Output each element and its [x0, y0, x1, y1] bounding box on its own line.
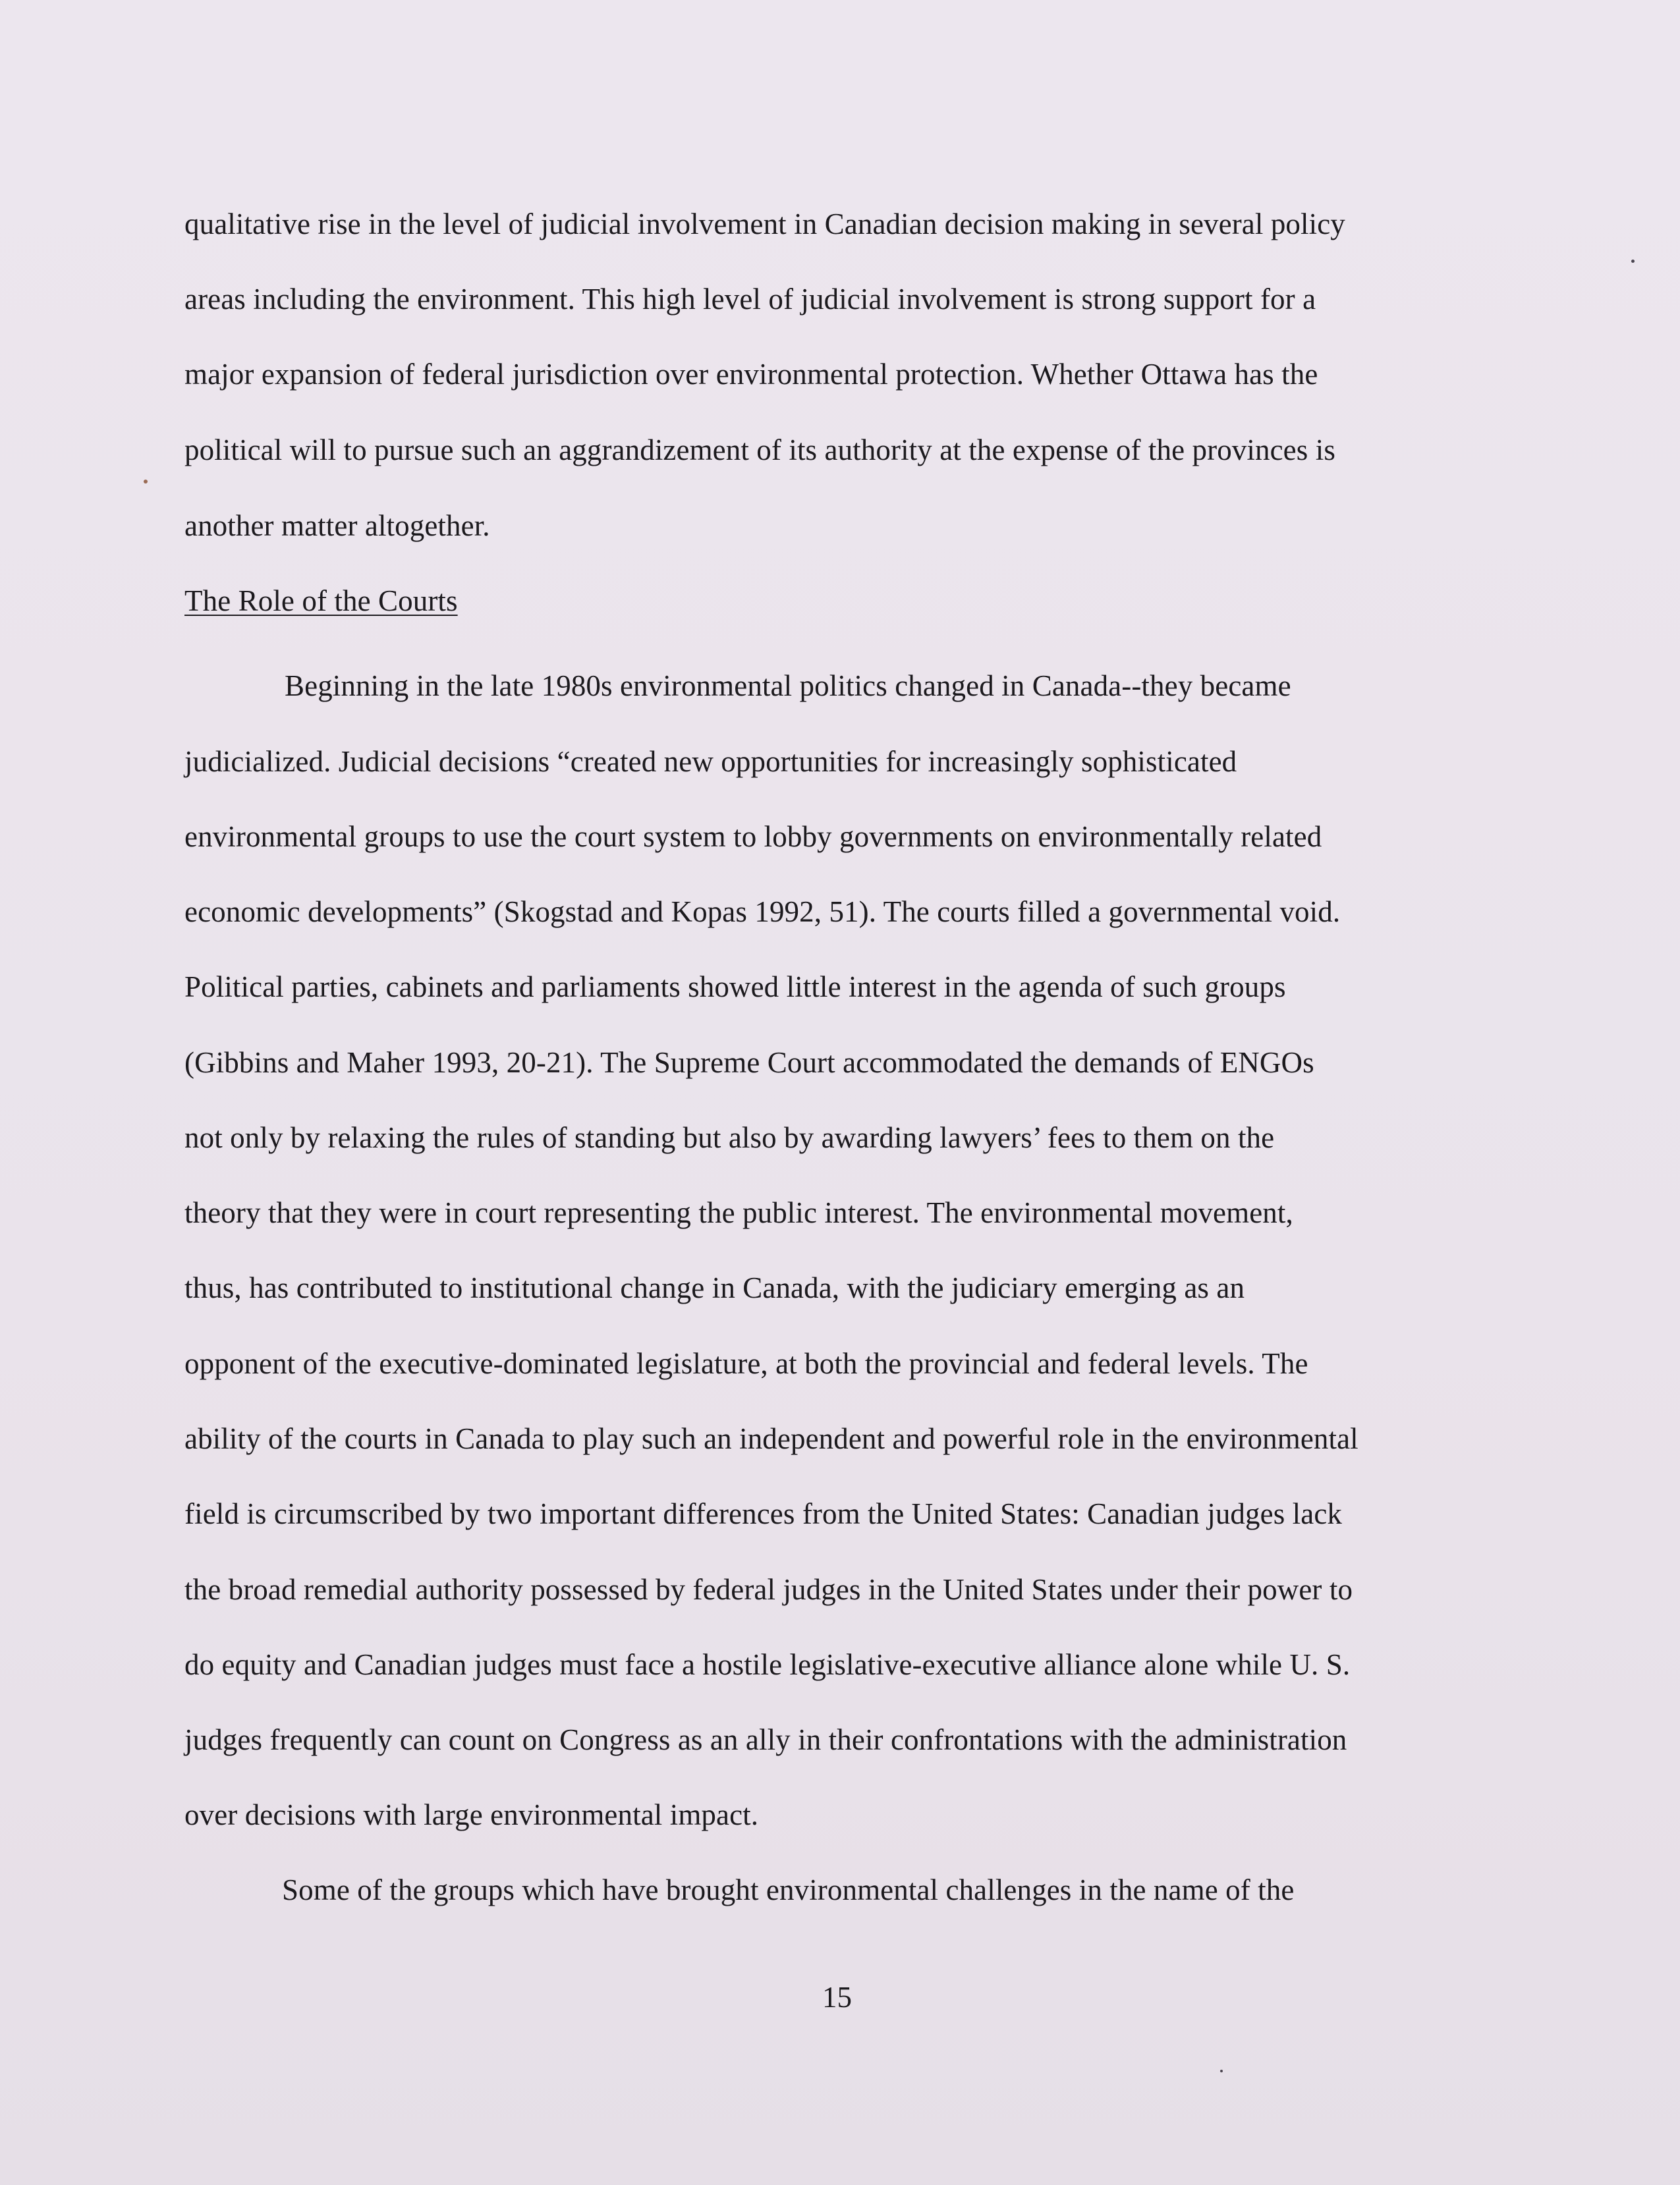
paragraph-3-line: Some of the groups which have brought environmental challenges in the name of the: [282, 1873, 1295, 1906]
paragraph-2-line: (Gibbins and Maher 1993, 20-21). The Supreme Court accommodated the demands of ENGOs: [184, 1046, 1314, 1079]
paragraph-2-line: judicialized. Judicial decisions “created new opportunities for increasingly sophisticated: [184, 745, 1237, 778]
paragraph-2-line: do equity and Canadian judges must face a hostile legislative-executive alliance alone while U. S.: [184, 1648, 1351, 1681]
paragraph-2-line: opponent of the executive-dominated legislature, at both the provincial and federal levels. The: [184, 1347, 1308, 1380]
paragraph-2-line: thus, has contributed to institutional change in Canada, with the judiciary emerging as an: [184, 1271, 1245, 1304]
paragraph-2-line: not only by relaxing the rules of standing but also by awarding lawyers’ fees to them on the: [184, 1121, 1275, 1154]
paragraph-1-line: qualitative rise in the level of judicial involvement in Canadian decision making in several policy: [184, 207, 1345, 240]
scan-speck: [1631, 260, 1635, 263]
paragraph-2-line: environmental groups to use the court system to lobby governments on environmentally related: [184, 820, 1322, 853]
paragraph-1-line: major expansion of federal jurisdiction over environmental protection. Whether Ottawa has the: [184, 358, 1318, 391]
scan-speck: [144, 480, 148, 484]
paragraph-1-line: political will to pursue such an aggrandizement of its authority at the expense of the provinces is: [184, 433, 1335, 466]
page-number: 15: [822, 1981, 852, 2014]
paragraph-1-line: areas including the environment. This high level of judicial involvement is strong support for a: [184, 283, 1316, 316]
paragraph-2-line: ability of the courts in Canada to play such an independent and powerful role in the environmental: [184, 1422, 1358, 1455]
paragraph-2-line: economic developments” (Skogstad and Kopas 1992, 51). The courts filled a governmental void.: [184, 895, 1341, 928]
paragraph-2-line: the broad remedial authority possessed by federal judges in the United States under their power to: [184, 1573, 1353, 1606]
paragraph-2-line: judges frequently can count on Congress as an ally in their confrontations with the administration: [184, 1723, 1347, 1756]
section-heading: The Role of the Courts: [184, 584, 458, 617]
scan-speck: [1220, 2070, 1223, 2072]
paragraph-1-line: another matter altogether.: [184, 509, 490, 542]
paragraph-2-line: theory that they were in court representing the public interest. The environmental movement,: [184, 1196, 1293, 1229]
paragraph-2-line: Political parties, cabinets and parliaments showed little interest in the agenda of such groups: [184, 970, 1286, 1003]
paragraph-2-line: over decisions with large environmental impact.: [184, 1798, 759, 1831]
paragraph-2-line: Beginning in the late 1980s environmental politics changed in Canada--they became: [285, 669, 1291, 702]
paragraph-2-line: field is circumscribed by two important differences from the United States: Canadian judges lack: [184, 1497, 1343, 1530]
